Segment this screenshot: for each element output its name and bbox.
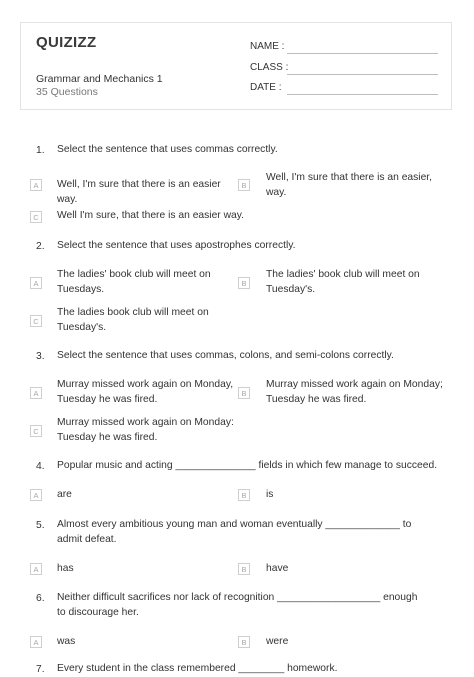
option-text: The ladies' book club will meet on Tuesday's. bbox=[266, 269, 420, 295]
option-box-a[interactable]: A bbox=[30, 489, 42, 501]
question-number: 7. bbox=[36, 664, 45, 675]
option-box-b[interactable]: B bbox=[238, 636, 250, 648]
option-text: The ladies book club will meet on Tuesday's. bbox=[57, 307, 209, 333]
question-number: 1. bbox=[36, 145, 45, 156]
option-text: were bbox=[266, 636, 289, 647]
question-number: 6. bbox=[36, 593, 45, 604]
option-text: is bbox=[266, 489, 274, 500]
option-box-a[interactable]: A bbox=[30, 636, 42, 648]
option-text: Murray missed work again on Monday: Tuesday he was fired. bbox=[57, 417, 234, 443]
class-field[interactable] bbox=[287, 74, 438, 75]
option-box-b[interactable]: B bbox=[238, 489, 250, 501]
option-text: The ladies' book club will meet on Tuesdays. bbox=[57, 269, 211, 295]
option-box-a[interactable]: A bbox=[30, 387, 42, 399]
question-text: Every student in the class remembered ________ homework. bbox=[57, 663, 338, 674]
class-label: CLASS : bbox=[250, 62, 289, 73]
question-text: Popular music and acting ______________ fields in which few manage to succeed. bbox=[57, 460, 438, 471]
option-text: Well, I'm sure that there is an easier way. bbox=[57, 179, 221, 205]
option-box-b[interactable]: B bbox=[238, 387, 250, 399]
question-number: 2. bbox=[36, 241, 45, 252]
question-text: Neither difficult sacrifices nor lack of recognition __________________ enough to discourage her. bbox=[57, 592, 418, 618]
option-text: have bbox=[266, 563, 289, 574]
date-label: DATE : bbox=[250, 82, 282, 93]
option-text: Well, I'm sure that there is an easier, way. bbox=[266, 172, 433, 198]
question-number: 4. bbox=[36, 461, 45, 472]
option-box-c[interactable]: C bbox=[30, 425, 42, 437]
name-field[interactable] bbox=[287, 53, 438, 54]
date-field[interactable] bbox=[287, 94, 438, 95]
option-box-b[interactable]: B bbox=[238, 277, 250, 289]
option-text: Well I'm sure, that there is an easier way. bbox=[57, 210, 245, 221]
option-box-c[interactable]: C bbox=[30, 211, 42, 223]
question-text: Select the sentence that uses commas, colons, and semi-colons correctly. bbox=[57, 350, 394, 361]
question-text: Select the sentence that uses apostrophes correctly. bbox=[57, 240, 296, 251]
worksheet-title: Grammar and Mechanics 1 bbox=[36, 73, 163, 85]
question-text: Almost every ambitious young man and woman eventually _____________ to admit defeat. bbox=[57, 519, 412, 545]
option-text: are bbox=[57, 489, 72, 500]
option-box-c[interactable]: C bbox=[30, 315, 42, 327]
option-box-b[interactable]: B bbox=[238, 179, 250, 191]
question-count: 35 Questions bbox=[36, 86, 98, 98]
question-text: Select the sentence that uses commas correctly. bbox=[57, 144, 278, 155]
name-label: NAME : bbox=[250, 41, 285, 52]
option-box-b[interactable]: B bbox=[238, 563, 250, 575]
option-text: Murray missed work again on Monday; Tuesday he was fired. bbox=[266, 379, 443, 405]
option-text: has bbox=[57, 563, 74, 574]
option-text: was bbox=[57, 636, 76, 647]
option-box-a[interactable]: A bbox=[30, 277, 42, 289]
quizizz-logo: QUIZIZZ bbox=[36, 34, 97, 51]
question-number: 3. bbox=[36, 351, 45, 362]
option-box-a[interactable]: A bbox=[30, 563, 42, 575]
option-text: Murray missed work again on Monday, Tuesday he was fired. bbox=[57, 379, 234, 405]
question-number: 5. bbox=[36, 520, 45, 531]
option-box-a[interactable]: A bbox=[30, 179, 42, 191]
